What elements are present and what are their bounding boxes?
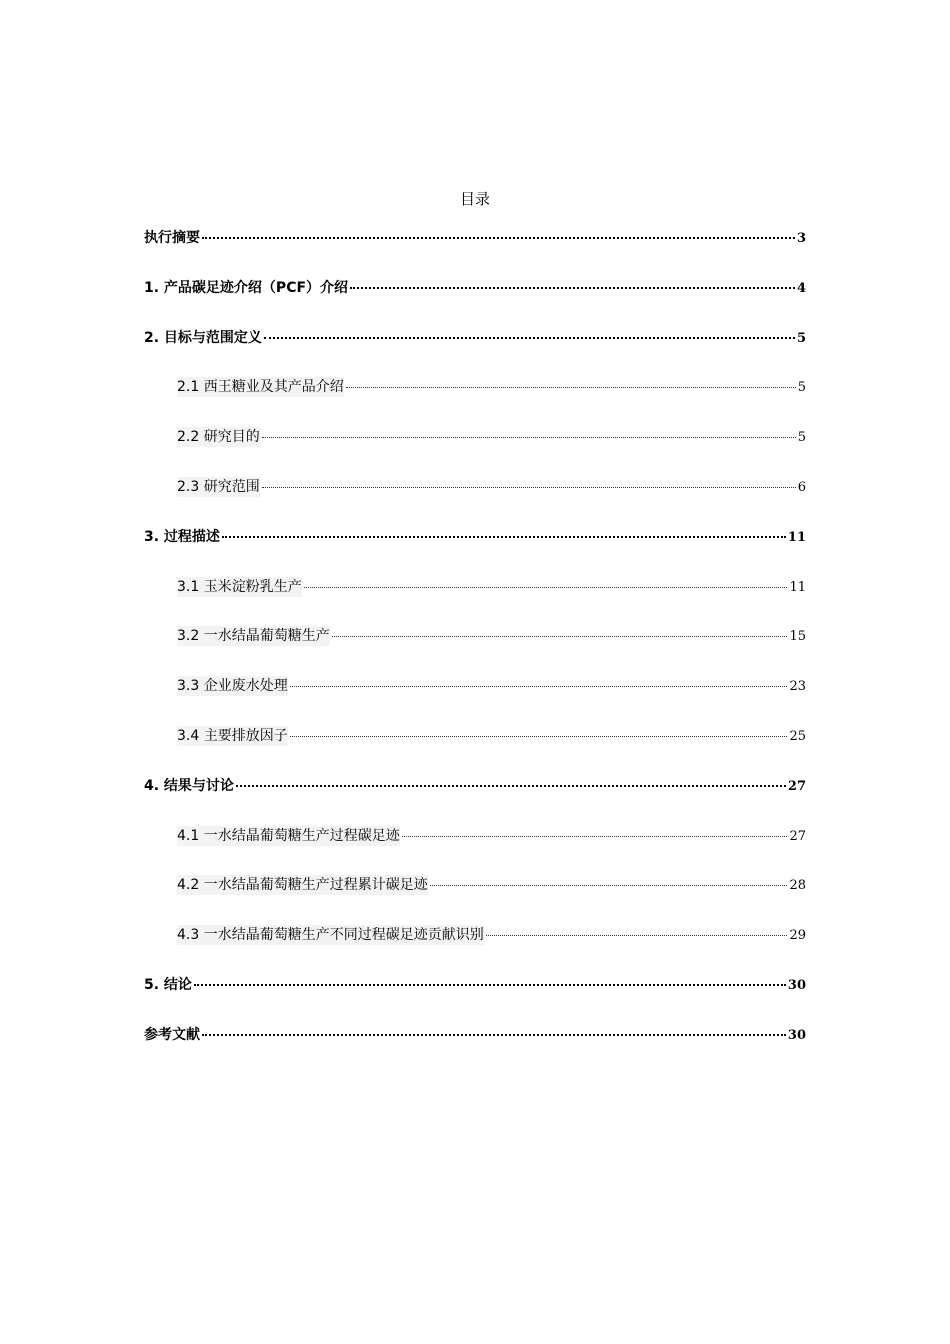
dot-leader [262,437,796,438]
toc-entry-label: 5. 结论 [144,976,192,993]
dot-leader [304,587,788,588]
toc-entry-page: 3 [796,231,806,246]
toc-subentry[interactable] [144,575,806,625]
toc-entry-label: 1. 产品碳足迹介绍（PCF）介绍 [144,279,349,296]
toc-entry-page: 5 [797,430,806,446]
toc-entry-page: 23 [789,679,806,695]
page-title: 目录 [459,190,490,208]
toc-entry-label: 2. 目标与范围定义 [144,329,262,346]
toc-subentry[interactable] [144,475,806,525]
toc-subentry[interactable] [144,923,806,973]
toc-entry-page: 4 [796,280,806,296]
toc-subentry[interactable] [144,674,806,724]
toc-entry[interactable] [144,774,806,824]
toc-entry-label: 执行摘要 [144,230,200,246]
toc-subentry[interactable] [144,724,806,774]
dot-leader [402,836,788,837]
toc-entry[interactable] [144,1023,806,1073]
dot-leader [202,1034,786,1036]
toc-subentry[interactable] [144,425,806,475]
toc-entry-label: 4.2 一水结晶葡萄糖生产过程累计碳足迹 [177,877,428,894]
toc-entry-label: 2.3 研究范围 [177,478,260,495]
dot-leader [202,237,795,239]
toc-entry-label: 4.3 一水结晶葡萄糖生产不同过程碳足迹贡献识别 [177,927,484,944]
dot-leader [430,885,788,886]
toc-entry-page: 11 [789,579,806,595]
toc-subentry[interactable] [144,824,806,874]
toc-entry-page: 15 [789,629,806,645]
toc-entry-page: 29 [789,928,806,944]
toc-entry-page: 30 [787,977,806,993]
toc-entry-page: 6 [797,479,806,495]
dot-leader [236,785,786,787]
toc-entry-label: 4.1 一水结晶葡萄糖生产过程碳足迹 [177,827,400,844]
toc-entry[interactable] [144,525,806,575]
dot-leader [222,536,786,538]
toc-entry[interactable] [144,276,806,326]
dot-leader [332,636,788,637]
dot-leader [486,935,788,936]
toc-entry[interactable] [144,973,806,1023]
toc-entry-label: 2.2 研究目的 [177,429,260,446]
dot-leader [290,686,788,687]
toc-subentry[interactable] [144,624,806,674]
toc-entry-page: 25 [789,728,806,744]
toc-entry-page: 11 [787,529,806,545]
dot-leader [350,287,795,289]
toc-entry-page: 30 [787,1027,806,1043]
dot-leader [194,984,786,986]
toc-entry-label: 参考文献 [144,1026,200,1043]
toc-entry-page: 27 [789,828,806,844]
toc-entry-page: 5 [796,330,806,346]
toc-entry-label: 3.3 企业废水处理 [177,678,288,695]
toc-entry-page: 28 [789,878,806,894]
toc-subentry[interactable] [144,873,806,923]
dot-leader [262,487,796,488]
toc-entry-label: 4. 结果与讨论 [144,777,234,794]
dot-leader [264,337,795,339]
toc-subentry[interactable] [144,375,806,425]
dot-leader [346,387,796,388]
toc-entry[interactable] [144,226,806,276]
dot-leader [290,736,788,737]
toc-entry-label: 3.2 一水结晶葡萄糖生产 [177,628,330,645]
toc-entry-label: 2.1 西王糖业及其产品介绍 [177,379,344,396]
toc-entry[interactable] [144,326,806,376]
toc-entry-page: 27 [787,778,806,794]
table-of-contents [144,226,806,1073]
toc-entry-label: 3.4 主要排放因子 [177,727,288,744]
toc-entry-page: 5 [797,380,806,396]
toc-entry-label: 3.1 玉米淀粉乳生产 [177,578,302,595]
toc-entry-label: 3. 过程描述 [144,528,220,545]
